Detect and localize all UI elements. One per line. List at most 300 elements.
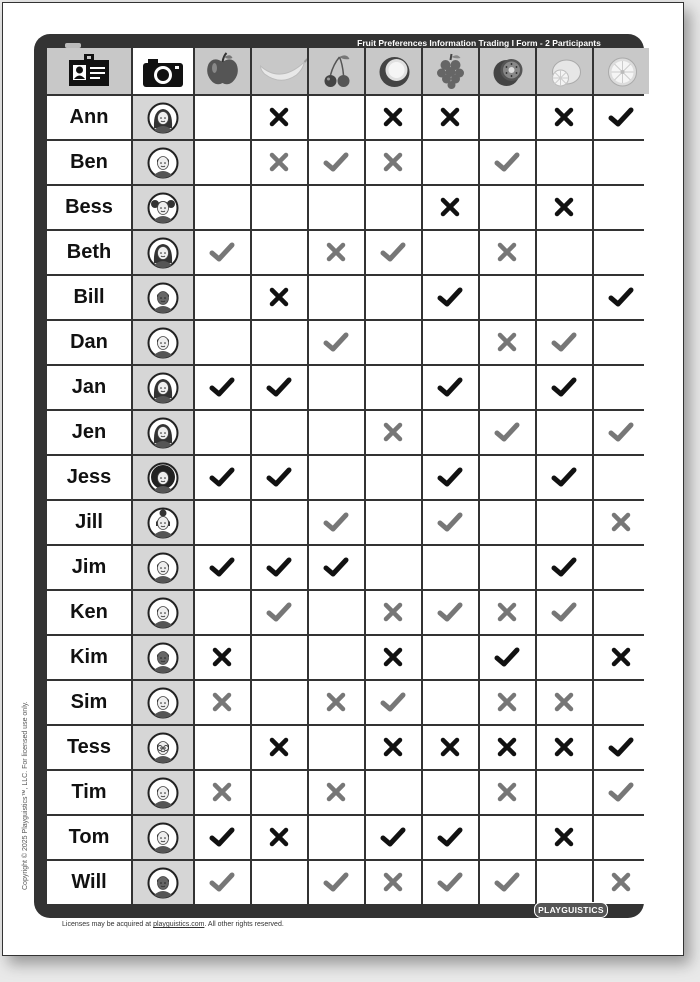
preference-cell-lemon[interactable] bbox=[537, 411, 592, 454]
participant-photo bbox=[133, 636, 193, 679]
participant-photo bbox=[133, 96, 193, 139]
participant-name: Dan bbox=[47, 321, 131, 364]
avatar-icon bbox=[147, 417, 179, 449]
participant-photo bbox=[133, 816, 193, 859]
preference-cell-kiwi[interactable] bbox=[480, 321, 535, 364]
participant-photo bbox=[133, 186, 193, 229]
cross-bold-icon bbox=[265, 733, 293, 761]
preference-cell-apple[interactable] bbox=[195, 411, 250, 454]
check-bold-icon bbox=[208, 823, 236, 851]
name-column-header bbox=[47, 48, 131, 94]
preference-cell-grapes[interactable] bbox=[423, 726, 478, 769]
check-light-icon bbox=[493, 418, 521, 446]
participant-photo bbox=[133, 501, 193, 544]
preference-cell-banana[interactable] bbox=[252, 456, 307, 499]
preference-cell-orange[interactable] bbox=[594, 771, 649, 814]
check-bold-icon bbox=[550, 553, 578, 581]
preference-cell-grapes[interactable] bbox=[423, 321, 478, 364]
participant-photo bbox=[133, 321, 193, 364]
preference-cell-orange[interactable] bbox=[594, 186, 649, 229]
preference-cell-banana[interactable] bbox=[252, 186, 307, 229]
check-light-icon bbox=[436, 868, 464, 896]
preference-cell-apple[interactable] bbox=[195, 546, 250, 589]
participant-name: Kim bbox=[47, 636, 131, 679]
preference-cell-grapes[interactable] bbox=[423, 636, 478, 679]
participant-name: Bess bbox=[47, 186, 131, 229]
preference-cell-orange[interactable] bbox=[594, 366, 649, 409]
preference-cell-lemon[interactable] bbox=[537, 726, 592, 769]
cross-light-icon bbox=[379, 868, 407, 896]
avatar-icon bbox=[147, 462, 179, 494]
participant-photo bbox=[133, 681, 193, 724]
preference-cell-lemon[interactable] bbox=[537, 501, 592, 544]
participant-photo bbox=[133, 456, 193, 499]
cross-light-icon bbox=[208, 688, 236, 716]
preference-cell-coconut[interactable] bbox=[366, 321, 421, 364]
banana-icon bbox=[252, 48, 307, 94]
check-bold-icon bbox=[607, 283, 635, 311]
preference-cell-coconut[interactable] bbox=[366, 681, 421, 724]
preference-cell-coconut[interactable] bbox=[366, 411, 421, 454]
preference-cell-cherries[interactable] bbox=[309, 771, 364, 814]
preference-cell-cherries[interactable] bbox=[309, 546, 364, 589]
preference-cell-apple[interactable] bbox=[195, 636, 250, 679]
preference-cell-apple[interactable] bbox=[195, 681, 250, 724]
preference-cell-lemon[interactable] bbox=[537, 141, 592, 184]
preference-cell-apple[interactable] bbox=[195, 366, 250, 409]
participant-photo bbox=[133, 276, 193, 319]
preference-cell-cherries[interactable] bbox=[309, 276, 364, 319]
check-light-icon bbox=[322, 508, 350, 536]
check-bold-icon bbox=[208, 553, 236, 581]
participant-photo bbox=[133, 366, 193, 409]
avatar-icon bbox=[147, 282, 179, 314]
camera-icon bbox=[133, 48, 193, 94]
cross-light-icon bbox=[265, 148, 293, 176]
preference-cell-apple[interactable] bbox=[195, 726, 250, 769]
license-suffix: . All other rights reserved. bbox=[204, 921, 284, 928]
fruit-header-orange bbox=[594, 48, 649, 94]
participant-photo bbox=[133, 771, 193, 814]
preference-cell-banana[interactable] bbox=[252, 366, 307, 409]
preference-cell-apple[interactable] bbox=[195, 231, 250, 274]
preference-cell-apple[interactable] bbox=[195, 141, 250, 184]
cross-light-icon bbox=[607, 868, 635, 896]
preference-cell-kiwi[interactable] bbox=[480, 546, 535, 589]
photo-column-header bbox=[133, 48, 193, 94]
preference-cell-grapes[interactable] bbox=[423, 861, 478, 904]
check-bold-icon bbox=[607, 103, 635, 131]
preference-cell-cherries[interactable] bbox=[309, 411, 364, 454]
participant-name: Sim bbox=[47, 681, 131, 724]
cross-light-icon bbox=[493, 598, 521, 626]
cross-bold-icon bbox=[550, 103, 578, 131]
preference-cell-banana[interactable] bbox=[252, 276, 307, 319]
id-card-icon bbox=[47, 48, 131, 94]
cross-bold-icon bbox=[550, 193, 578, 221]
preference-cell-grapes[interactable] bbox=[423, 141, 478, 184]
cross-bold-icon bbox=[607, 643, 635, 671]
preference-cell-orange[interactable] bbox=[594, 501, 649, 544]
cross-light-icon bbox=[322, 238, 350, 266]
preference-cell-orange[interactable] bbox=[594, 96, 649, 139]
participant-photo bbox=[133, 411, 193, 454]
avatar-icon bbox=[147, 552, 179, 584]
check-bold-icon bbox=[493, 643, 521, 671]
preference-cell-kiwi[interactable] bbox=[480, 681, 535, 724]
check-light-icon bbox=[493, 148, 521, 176]
orange-icon bbox=[594, 48, 649, 94]
avatar-icon bbox=[147, 102, 179, 134]
preference-cell-coconut[interactable] bbox=[366, 546, 421, 589]
cross-bold-icon bbox=[208, 643, 236, 671]
preference-cell-lemon[interactable] bbox=[537, 321, 592, 364]
participant-name: Tess bbox=[47, 726, 131, 769]
preference-cell-cherries[interactable] bbox=[309, 726, 364, 769]
preference-cell-kiwi[interactable] bbox=[480, 276, 535, 319]
preference-cell-coconut[interactable] bbox=[366, 141, 421, 184]
participant-name: Tim bbox=[47, 771, 131, 814]
participant-photo bbox=[133, 726, 193, 769]
preference-cell-grapes[interactable] bbox=[423, 366, 478, 409]
preference-cell-kiwi[interactable] bbox=[480, 726, 535, 769]
cross-bold-icon bbox=[550, 733, 578, 761]
license-link[interactable]: playguistics.com bbox=[153, 921, 205, 928]
check-light-icon bbox=[607, 778, 635, 806]
preference-cell-banana[interactable] bbox=[252, 96, 307, 139]
playguistics-logo: PLAYGUISTICS bbox=[534, 902, 608, 918]
preference-cell-cherries[interactable] bbox=[309, 636, 364, 679]
preference-cell-apple[interactable] bbox=[195, 276, 250, 319]
preference-cell-kiwi[interactable] bbox=[480, 456, 535, 499]
preference-cell-lemon[interactable] bbox=[537, 591, 592, 634]
cross-light-icon bbox=[379, 148, 407, 176]
preference-cell-apple[interactable] bbox=[195, 456, 250, 499]
cross-bold-icon bbox=[265, 823, 293, 851]
check-bold-icon bbox=[550, 463, 578, 491]
preference-cell-coconut[interactable] bbox=[366, 771, 421, 814]
cross-bold-icon bbox=[379, 643, 407, 671]
participant-name: Jill bbox=[47, 501, 131, 544]
preference-cell-banana[interactable] bbox=[252, 816, 307, 859]
preference-cell-kiwi[interactable] bbox=[480, 141, 535, 184]
check-bold-icon bbox=[208, 373, 236, 401]
participant-photo bbox=[133, 861, 193, 904]
grapes-icon bbox=[423, 48, 478, 94]
check-bold-icon bbox=[550, 373, 578, 401]
preference-cell-coconut[interactable] bbox=[366, 861, 421, 904]
preference-cell-lemon[interactable] bbox=[537, 681, 592, 724]
preference-cell-orange[interactable] bbox=[594, 321, 649, 364]
preference-cell-orange[interactable] bbox=[594, 636, 649, 679]
preference-cell-grapes[interactable] bbox=[423, 546, 478, 589]
preference-cell-coconut[interactable] bbox=[366, 456, 421, 499]
participant-name: Jan bbox=[47, 366, 131, 409]
cross-bold-icon bbox=[493, 733, 521, 761]
cross-bold-icon bbox=[436, 103, 464, 131]
kiwi-icon bbox=[480, 48, 535, 94]
preference-cell-kiwi[interactable] bbox=[480, 411, 535, 454]
cross-bold-icon bbox=[265, 283, 293, 311]
preference-cell-coconut[interactable] bbox=[366, 366, 421, 409]
apple-icon bbox=[195, 48, 250, 94]
check-light-icon bbox=[436, 598, 464, 626]
check-bold-icon bbox=[436, 283, 464, 311]
preference-cell-cherries[interactable] bbox=[309, 141, 364, 184]
cross-light-icon bbox=[493, 688, 521, 716]
preference-cell-kiwi[interactable] bbox=[480, 591, 535, 634]
cross-light-icon bbox=[379, 598, 407, 626]
preference-cell-lemon[interactable] bbox=[537, 816, 592, 859]
preference-cell-orange[interactable] bbox=[594, 276, 649, 319]
preference-cell-apple[interactable] bbox=[195, 861, 250, 904]
lemon-icon bbox=[537, 48, 592, 94]
preference-cell-grapes[interactable] bbox=[423, 411, 478, 454]
participant-photo bbox=[133, 546, 193, 589]
check-light-icon bbox=[208, 868, 236, 896]
preference-cell-grapes[interactable] bbox=[423, 501, 478, 544]
preference-cell-grapes[interactable] bbox=[423, 276, 478, 319]
preference-cell-lemon[interactable] bbox=[537, 366, 592, 409]
license-note bbox=[62, 921, 284, 928]
preference-cell-orange[interactable] bbox=[594, 456, 649, 499]
cross-light-icon bbox=[550, 688, 578, 716]
preference-cell-lemon[interactable] bbox=[537, 546, 592, 589]
avatar-icon bbox=[147, 867, 179, 899]
preference-cell-kiwi[interactable] bbox=[480, 816, 535, 859]
fruit-header-apple bbox=[195, 48, 250, 94]
check-bold-icon bbox=[265, 553, 293, 581]
check-bold-icon bbox=[379, 823, 407, 851]
participant-name: Ken bbox=[47, 591, 131, 634]
cross-light-icon bbox=[607, 508, 635, 536]
preference-cell-kiwi[interactable] bbox=[480, 186, 535, 229]
preference-cell-banana[interactable] bbox=[252, 591, 307, 634]
participant-name: Jess bbox=[47, 456, 131, 499]
participant-name: Will bbox=[47, 861, 131, 904]
preference-cell-cherries[interactable] bbox=[309, 366, 364, 409]
preference-cell-coconut[interactable] bbox=[366, 186, 421, 229]
cross-light-icon bbox=[322, 688, 350, 716]
cross-light-icon bbox=[208, 778, 236, 806]
preference-cell-banana[interactable] bbox=[252, 321, 307, 364]
preference-cell-lemon[interactable] bbox=[537, 96, 592, 139]
license-prefix: Licenses may be acquired at bbox=[62, 921, 154, 928]
preference-cell-lemon[interactable] bbox=[537, 861, 592, 904]
check-light-icon bbox=[493, 868, 521, 896]
check-bold-icon bbox=[265, 463, 293, 491]
cross-bold-icon bbox=[550, 823, 578, 851]
avatar-icon bbox=[147, 507, 179, 539]
preference-cell-kiwi[interactable] bbox=[480, 636, 535, 679]
preference-cell-grapes[interactable] bbox=[423, 186, 478, 229]
preference-cell-banana[interactable] bbox=[252, 546, 307, 589]
avatar-icon bbox=[147, 327, 179, 359]
avatar-icon bbox=[147, 822, 179, 854]
check-light-icon bbox=[322, 868, 350, 896]
preference-cell-grapes[interactable] bbox=[423, 456, 478, 499]
preference-cell-apple[interactable] bbox=[195, 816, 250, 859]
preference-cell-apple[interactable] bbox=[195, 96, 250, 139]
avatar-icon bbox=[147, 372, 179, 404]
preference-cell-lemon[interactable] bbox=[537, 186, 592, 229]
fruit-header-grapes bbox=[423, 48, 478, 94]
preference-cell-lemon[interactable] bbox=[537, 276, 592, 319]
preference-cell-banana[interactable] bbox=[252, 861, 307, 904]
preference-cell-kiwi[interactable] bbox=[480, 861, 535, 904]
check-bold-icon bbox=[436, 823, 464, 851]
preference-cell-cherries[interactable] bbox=[309, 321, 364, 364]
preference-cell-cherries[interactable] bbox=[309, 456, 364, 499]
check-bold-icon bbox=[322, 553, 350, 581]
cross-bold-icon bbox=[379, 103, 407, 131]
preference-cell-kiwi[interactable] bbox=[480, 96, 535, 139]
preference-cell-orange[interactable] bbox=[594, 726, 649, 769]
check-bold-icon bbox=[208, 463, 236, 491]
check-light-icon bbox=[265, 598, 293, 626]
cross-light-icon bbox=[493, 328, 521, 356]
avatar-icon bbox=[147, 777, 179, 809]
preference-cell-cherries[interactable] bbox=[309, 186, 364, 229]
participant-name: Ann bbox=[47, 96, 131, 139]
cross-light-icon bbox=[493, 778, 521, 806]
participant-name: Beth bbox=[47, 231, 131, 274]
participant-photo bbox=[133, 231, 193, 274]
preference-cell-cherries[interactable] bbox=[309, 861, 364, 904]
preference-cell-orange[interactable] bbox=[594, 141, 649, 184]
cherries-icon bbox=[309, 48, 364, 94]
cross-light-icon bbox=[379, 418, 407, 446]
preference-cell-lemon[interactable] bbox=[537, 771, 592, 814]
check-bold-icon bbox=[607, 733, 635, 761]
avatar-icon bbox=[147, 147, 179, 179]
participant-name: Ben bbox=[47, 141, 131, 184]
preference-cell-grapes[interactable] bbox=[423, 771, 478, 814]
check-bold-icon bbox=[436, 373, 464, 401]
cross-light-icon bbox=[493, 238, 521, 266]
preference-cell-grapes[interactable] bbox=[423, 681, 478, 724]
fruit-header-cherries bbox=[309, 48, 364, 94]
preference-cell-apple[interactable] bbox=[195, 771, 250, 814]
check-light-icon bbox=[550, 328, 578, 356]
preference-cell-cherries[interactable] bbox=[309, 591, 364, 634]
preference-cell-coconut[interactable] bbox=[366, 231, 421, 274]
preference-cell-banana[interactable] bbox=[252, 681, 307, 724]
preference-cell-banana[interactable] bbox=[252, 141, 307, 184]
participant-name: Jim bbox=[47, 546, 131, 589]
avatar-icon bbox=[147, 732, 179, 764]
preference-cell-orange[interactable] bbox=[594, 861, 649, 904]
cross-bold-icon bbox=[436, 193, 464, 221]
fruit-header-kiwi bbox=[480, 48, 535, 94]
fruit-header-banana bbox=[252, 48, 307, 94]
check-light-icon bbox=[379, 688, 407, 716]
preference-cell-coconut[interactable] bbox=[366, 636, 421, 679]
participant-name: Bill bbox=[47, 276, 131, 319]
preference-cell-coconut[interactable] bbox=[366, 726, 421, 769]
cross-light-icon bbox=[322, 778, 350, 806]
preference-cell-apple[interactable] bbox=[195, 591, 250, 634]
preference-cell-orange[interactable] bbox=[594, 816, 649, 859]
cross-bold-icon bbox=[265, 103, 293, 131]
check-light-icon bbox=[607, 418, 635, 446]
preference-cell-apple[interactable] bbox=[195, 501, 250, 544]
preference-cell-lemon[interactable] bbox=[537, 231, 592, 274]
check-light-icon bbox=[550, 598, 578, 626]
preference-cell-lemon[interactable] bbox=[537, 636, 592, 679]
check-light-icon bbox=[208, 238, 236, 266]
preference-cell-coconut[interactable] bbox=[366, 96, 421, 139]
preference-cell-orange[interactable] bbox=[594, 591, 649, 634]
preference-cell-coconut[interactable] bbox=[366, 816, 421, 859]
participant-name: Jen bbox=[47, 411, 131, 454]
check-light-icon bbox=[436, 508, 464, 536]
participant-photo bbox=[133, 591, 193, 634]
copyright-notice: Copyright © 2025 Playguistics™, LLC. For licensed use only. bbox=[22, 701, 29, 890]
check-bold-icon bbox=[436, 463, 464, 491]
preference-cell-banana[interactable] bbox=[252, 411, 307, 454]
avatar-icon bbox=[147, 642, 179, 674]
avatar-icon bbox=[147, 192, 179, 224]
preference-cell-apple[interactable] bbox=[195, 186, 250, 229]
preference-cell-grapes[interactable] bbox=[423, 591, 478, 634]
preference-cell-grapes[interactable] bbox=[423, 231, 478, 274]
preference-cell-banana[interactable] bbox=[252, 501, 307, 544]
column-divider bbox=[131, 48, 133, 912]
preference-cell-cherries[interactable] bbox=[309, 501, 364, 544]
preference-cell-apple[interactable] bbox=[195, 321, 250, 364]
preference-cell-coconut[interactable] bbox=[366, 501, 421, 544]
cross-bold-icon bbox=[436, 733, 464, 761]
preference-cell-kiwi[interactable] bbox=[480, 501, 535, 544]
preference-cell-cherries[interactable] bbox=[309, 96, 364, 139]
preference-cell-grapes[interactable] bbox=[423, 96, 478, 139]
check-light-icon bbox=[322, 148, 350, 176]
form-title: Fruit Preferences Information Trading I Form - 2 Participants bbox=[357, 38, 601, 48]
preference-cell-banana[interactable] bbox=[252, 771, 307, 814]
preference-cell-orange[interactable] bbox=[594, 681, 649, 724]
avatar-icon bbox=[147, 597, 179, 629]
coconut-icon bbox=[366, 48, 421, 94]
fruit-header-lemon bbox=[537, 48, 592, 94]
preference-cell-banana[interactable] bbox=[252, 726, 307, 769]
preference-cell-cherries[interactable] bbox=[309, 231, 364, 274]
avatar-icon bbox=[147, 687, 179, 719]
participant-photo bbox=[133, 141, 193, 184]
preference-cell-coconut[interactable] bbox=[366, 276, 421, 319]
preference-cell-kiwi[interactable] bbox=[480, 366, 535, 409]
preference-cell-grapes[interactable] bbox=[423, 816, 478, 859]
participant-name: Tom bbox=[47, 816, 131, 859]
check-bold-icon bbox=[265, 373, 293, 401]
preference-cell-orange[interactable] bbox=[594, 231, 649, 274]
preference-cell-banana[interactable] bbox=[252, 636, 307, 679]
preference-cell-kiwi[interactable] bbox=[480, 771, 535, 814]
preference-cell-banana[interactable] bbox=[252, 231, 307, 274]
preference-cell-orange[interactable] bbox=[594, 546, 649, 589]
check-light-icon bbox=[379, 238, 407, 266]
cross-bold-icon bbox=[379, 733, 407, 761]
preference-cell-cherries[interactable] bbox=[309, 816, 364, 859]
preference-cell-lemon[interactable] bbox=[537, 456, 592, 499]
fruit-header-coconut bbox=[366, 48, 421, 94]
preference-cell-cherries[interactable] bbox=[309, 681, 364, 724]
check-light-icon bbox=[322, 328, 350, 356]
preference-cell-kiwi[interactable] bbox=[480, 231, 535, 274]
preference-cell-orange[interactable] bbox=[594, 411, 649, 454]
avatar-icon bbox=[147, 237, 179, 269]
preference-cell-coconut[interactable] bbox=[366, 591, 421, 634]
